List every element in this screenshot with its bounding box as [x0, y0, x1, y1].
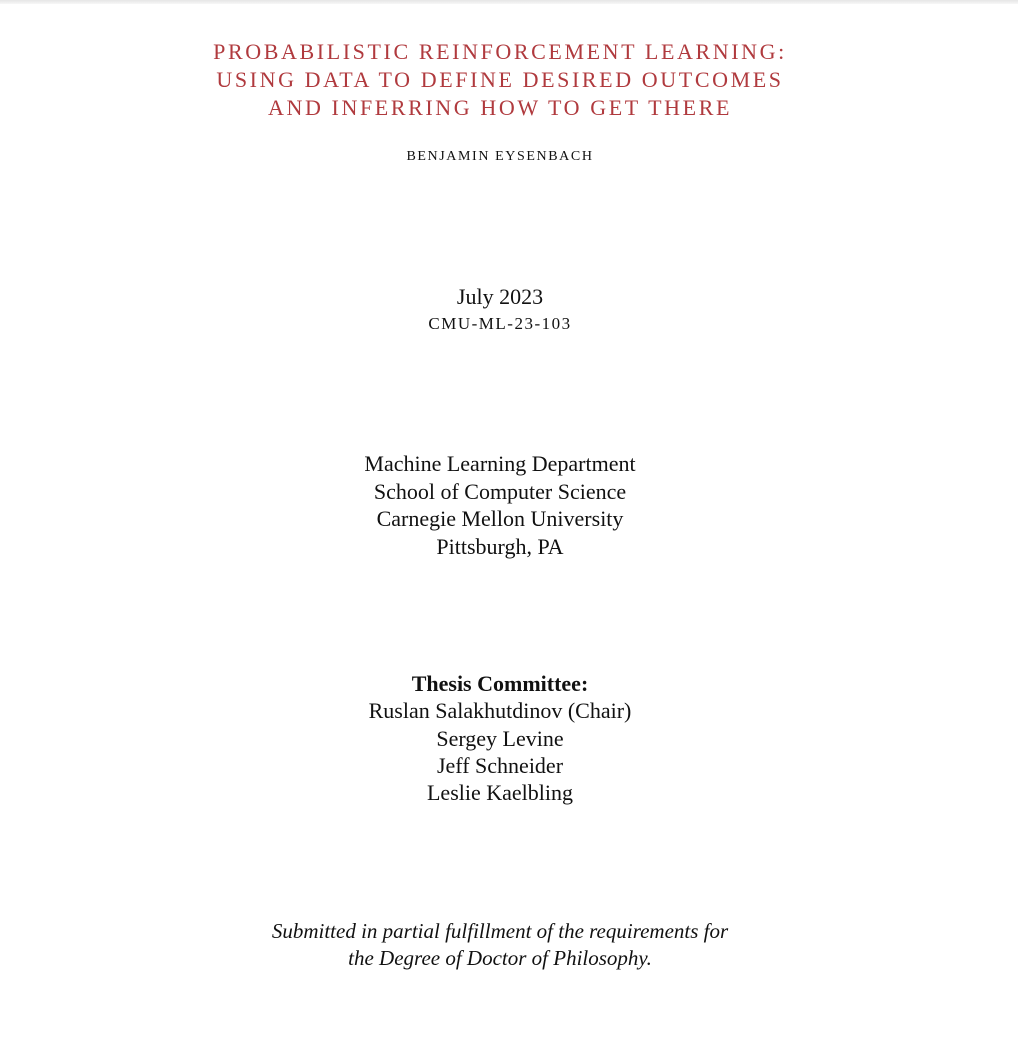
- school: School of Computer Science: [373, 478, 627, 504]
- committee-member: Sergey Levine: [436, 725, 564, 751]
- affiliation: [0, 450, 1000, 560]
- title-line-1: PROBABILISTIC REINFORCEMENT LEARNING:: [213, 39, 787, 64]
- thesis-title: [0, 38, 1000, 122]
- title-line-2: USING DATA TO DEFINE DESIRED OUTCOMES: [216, 67, 784, 92]
- committee-member: Ruslan Salakhutdinov (Chair): [368, 698, 632, 724]
- department: Machine Learning Department: [364, 451, 636, 476]
- university: Carnegie Mellon University: [376, 506, 624, 531]
- location: Pittsburgh, PA: [436, 533, 564, 559]
- thesis-committee: [0, 670, 1000, 806]
- report-number: CMU-ML-23-103: [428, 314, 572, 333]
- title-line-3: AND INFERRING HOW TO GET THERE: [267, 95, 733, 120]
- submission-date: July 2023: [456, 284, 544, 309]
- submission-line-1: Submitted in partial fulfillment of the requirements for: [271, 919, 729, 943]
- submission-statement: [0, 918, 1000, 972]
- committee-member: Leslie Kaelbling: [426, 780, 573, 806]
- committee-heading: Thesis Committee:: [411, 671, 589, 696]
- committee-member: Jeff Schneider: [436, 752, 564, 778]
- viewer-top-edge: [0, 0, 1018, 4]
- author-name: BENJAMIN EYSENBACH: [406, 149, 594, 164]
- submission-line-2: the Degree of Doctor of Philosophy.: [348, 946, 652, 970]
